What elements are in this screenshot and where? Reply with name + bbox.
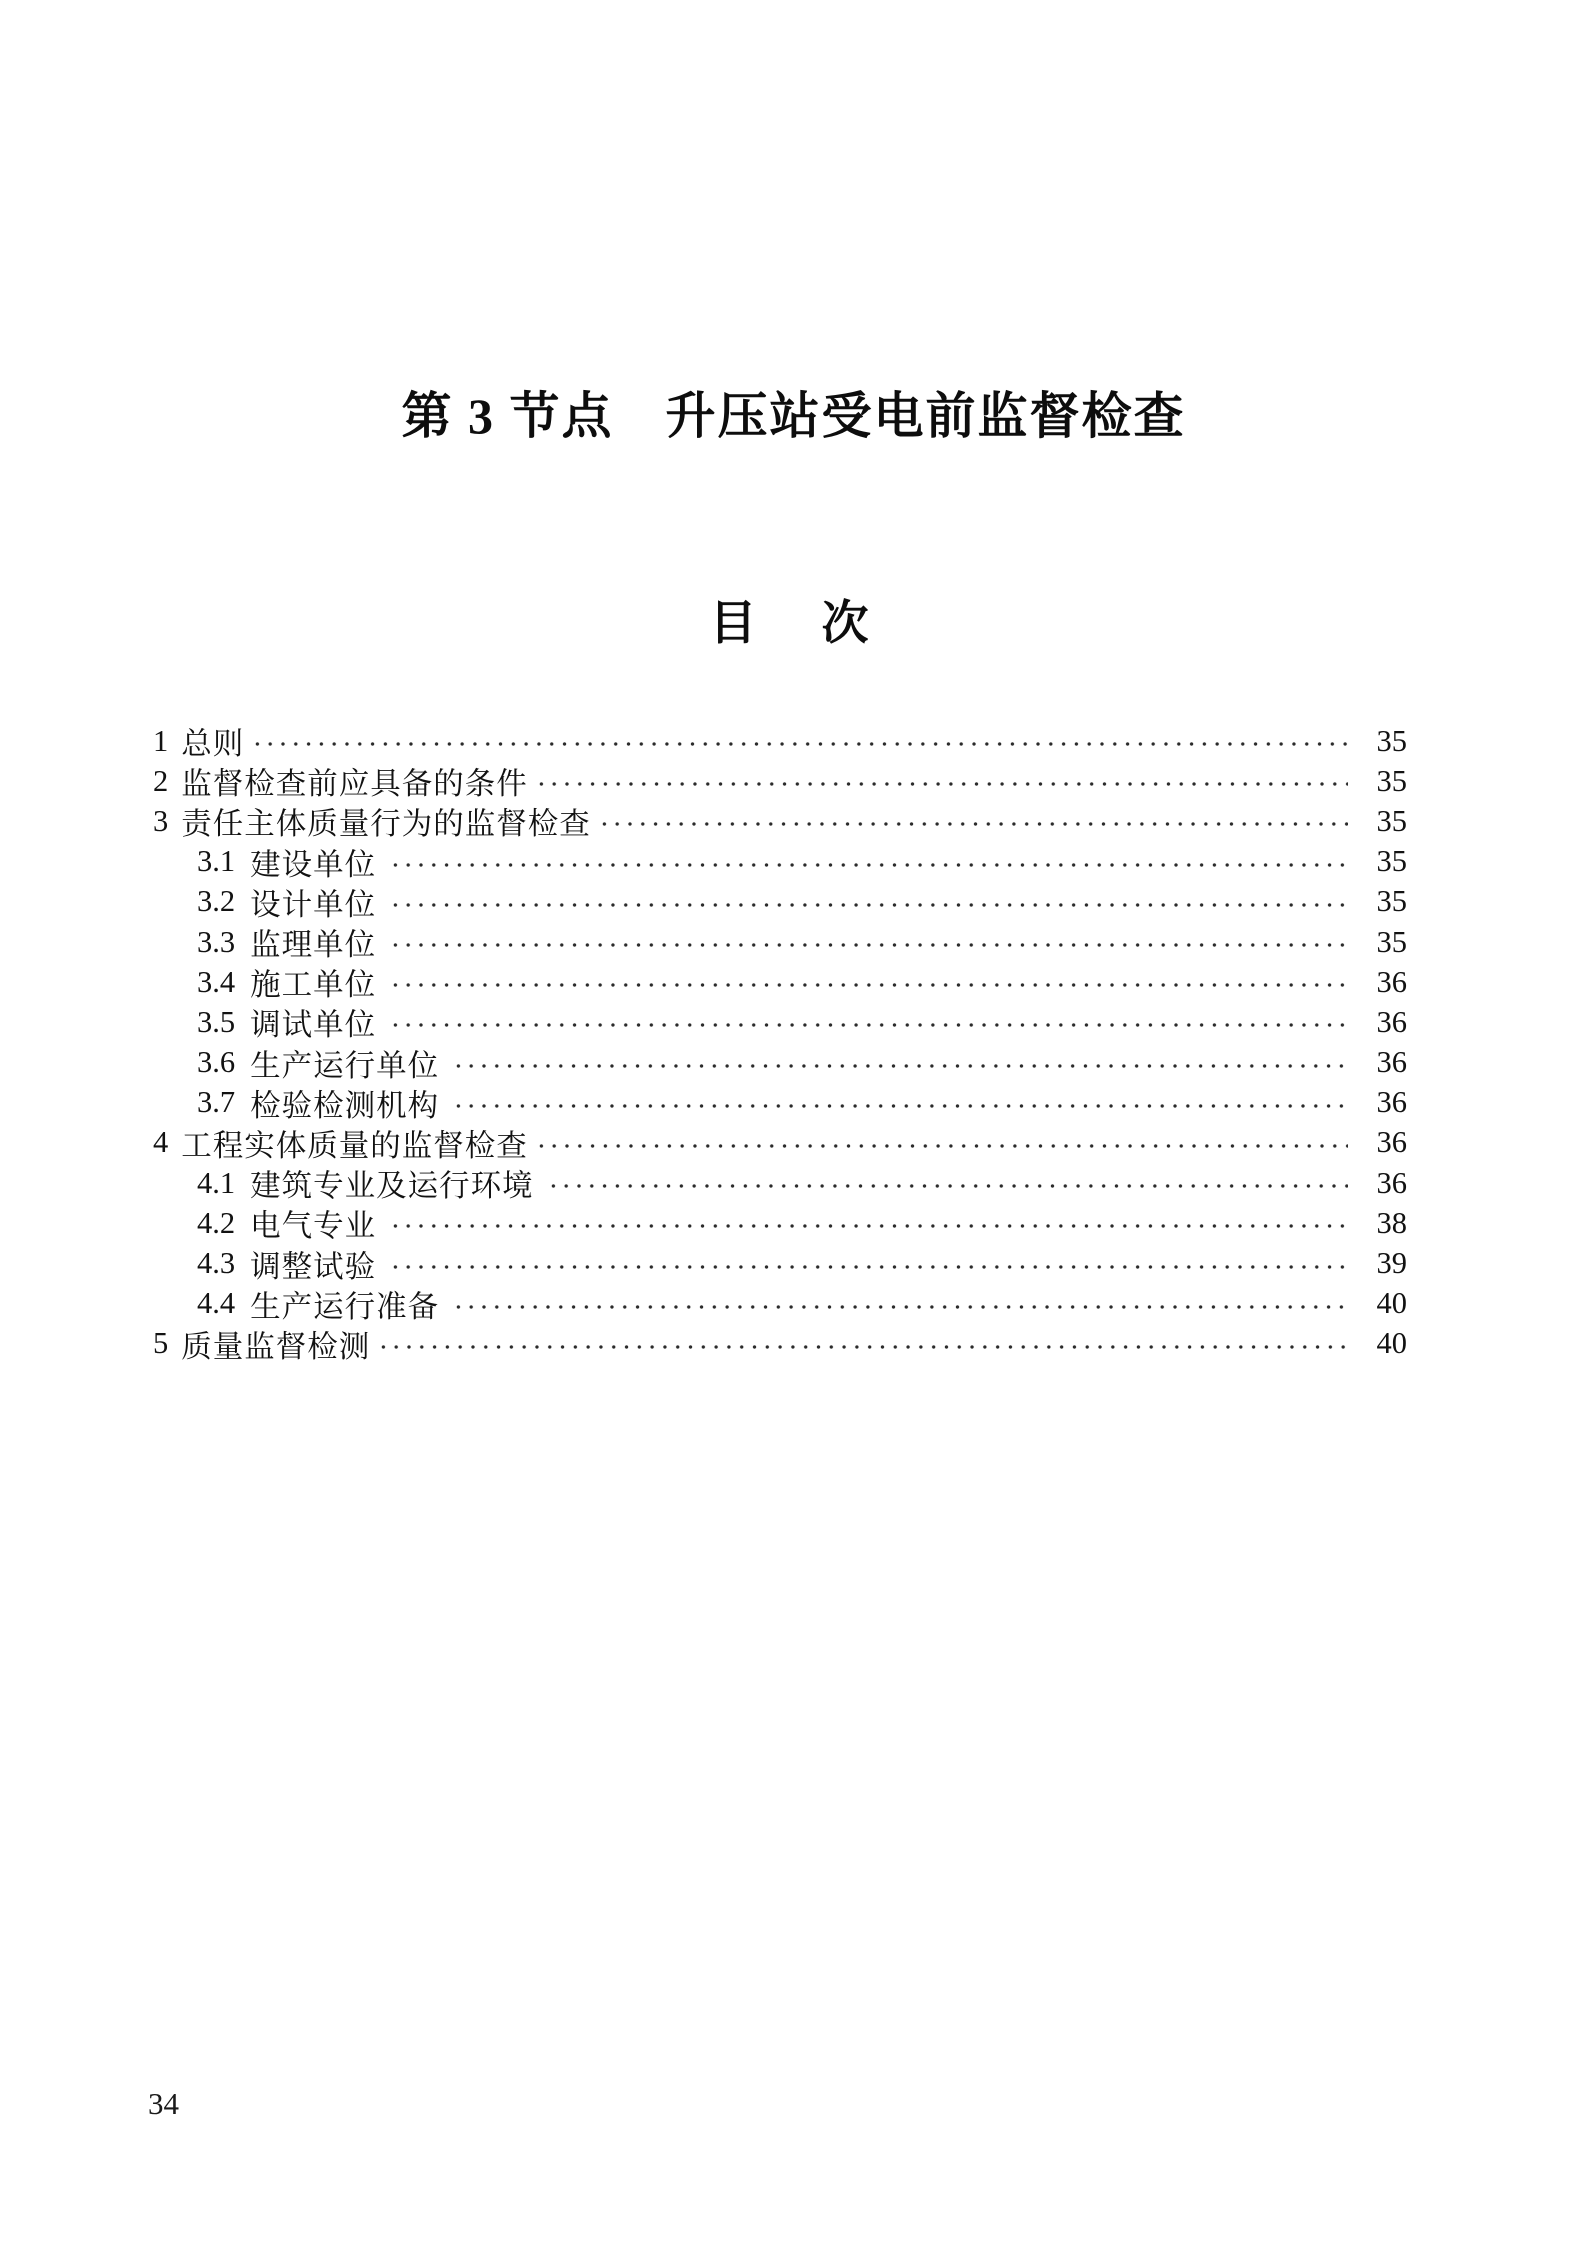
toc-entry-label: 施工单位 [250,968,377,1003]
dot-leader [389,861,1348,869]
dot-leader [389,941,1348,949]
toc-entry-number: 4 [153,1125,169,1160]
dot-leader [535,1142,1348,1150]
toc-entry [153,842,1407,882]
toc-entry-page: 35 [1376,723,1407,758]
toc-entry-label: 检验检测机构 [250,1088,440,1123]
toc-entry-number: 3.2 [197,884,236,919]
toc-entry-label: 建筑专业及运行环境 [250,1169,534,1204]
toc-entry-page: 36 [1376,964,1407,999]
toc-entry [153,1083,1407,1123]
toc-entry [153,1002,1407,1042]
toc-entry-page: 35 [1376,884,1407,919]
toc-entry-number: 3 [153,803,169,838]
toc-entry [153,1243,1407,1283]
toc-entry [153,1163,1407,1203]
toc-entry [153,1203,1407,1243]
dot-leader [452,1062,1348,1070]
toc-entry-page: 38 [1376,1205,1407,1240]
toc-entry-page: 35 [1376,924,1407,959]
toc-entry-page: 36 [1376,1165,1407,1200]
toc-entry-label: 建设单位 [250,847,377,882]
toc-entry-page: 36 [1376,1004,1407,1039]
toc-entry-page: 39 [1376,1246,1407,1281]
dot-leader [535,780,1348,788]
toc-entry-label: 监理单位 [250,928,377,963]
toc-entry [153,1324,1407,1364]
toc-entry-label: 工程实体质量的监督检查 [181,1128,528,1163]
toc-entry-number: 4.2 [197,1205,236,1240]
dot-leader [389,1222,1348,1230]
toc-entry-label: 生产运行单位 [250,1048,440,1083]
page-footer [148,2086,179,2122]
dot-leader [389,1021,1348,1029]
toc-entry-number: 5 [153,1326,169,1361]
dot-leader [251,740,1348,748]
toc-heading: 目 次 [709,596,878,649]
toc-entry [153,721,1407,761]
toc-entry-number: 3.5 [197,1004,236,1039]
dot-leader [452,1303,1348,1311]
toc-entry [153,882,1407,922]
toc-entry [153,922,1407,962]
toc-entry-number: 3.6 [197,1045,236,1080]
folio-page-number: 34 [148,2086,179,2121]
toc-entry-number: 3.7 [197,1085,236,1120]
toc-entry-number: 4.1 [197,1165,236,1200]
toc-entry-number: 1 [153,723,169,758]
toc-entry-label: 调试单位 [250,1008,377,1043]
toc-entry-label: 总则 [181,727,245,762]
toc-entry-page: 36 [1376,1125,1407,1160]
toc-entry-page: 36 [1376,1045,1407,1080]
toc-entry [153,1043,1407,1083]
dot-leader [389,981,1348,989]
toc-entry-number: 3.1 [197,844,236,879]
toc-entry-label: 设计单位 [250,887,377,922]
toc-entry-page: 40 [1376,1326,1407,1361]
toc-entry-label: 监督检查前应具备的条件 [181,767,528,802]
dot-leader [389,901,1348,909]
toc-entry-number: 3.4 [197,964,236,999]
toc-entry [153,1123,1407,1163]
dot-leader [377,1343,1348,1351]
toc-entry [153,761,1407,801]
toc-entry-number: 4.4 [197,1286,236,1321]
table-of-contents [153,721,1407,1364]
toc-entry [153,962,1407,1002]
dot-leader [389,1263,1348,1271]
page-title: 第 3 节点 升压站受电前监督检查 [401,388,1186,444]
toc-entry-label: 调整试验 [250,1249,377,1284]
toc-entry-page: 36 [1376,1085,1407,1120]
toc-entry-page: 40 [1376,1286,1407,1321]
toc-entry-label: 责任主体质量行为的监督检查 [181,807,591,842]
toc-entry-label: 电气专业 [250,1209,377,1244]
dot-leader [547,1182,1348,1190]
toc-entry-number: 2 [153,763,169,798]
toc-entry-label: 生产运行准备 [250,1289,440,1324]
dot-leader [598,820,1348,828]
toc-entry-page: 35 [1376,803,1407,838]
toc-entry-page: 35 [1376,763,1407,798]
toc-entry-label: 质量监督检测 [181,1329,371,1364]
toc-entry-page: 35 [1376,844,1407,879]
toc-entry [153,1284,1407,1324]
toc-entry [153,801,1407,841]
toc-entry-number: 4.3 [197,1246,236,1281]
toc-entry-number: 3.3 [197,924,236,959]
dot-leader [452,1102,1348,1110]
